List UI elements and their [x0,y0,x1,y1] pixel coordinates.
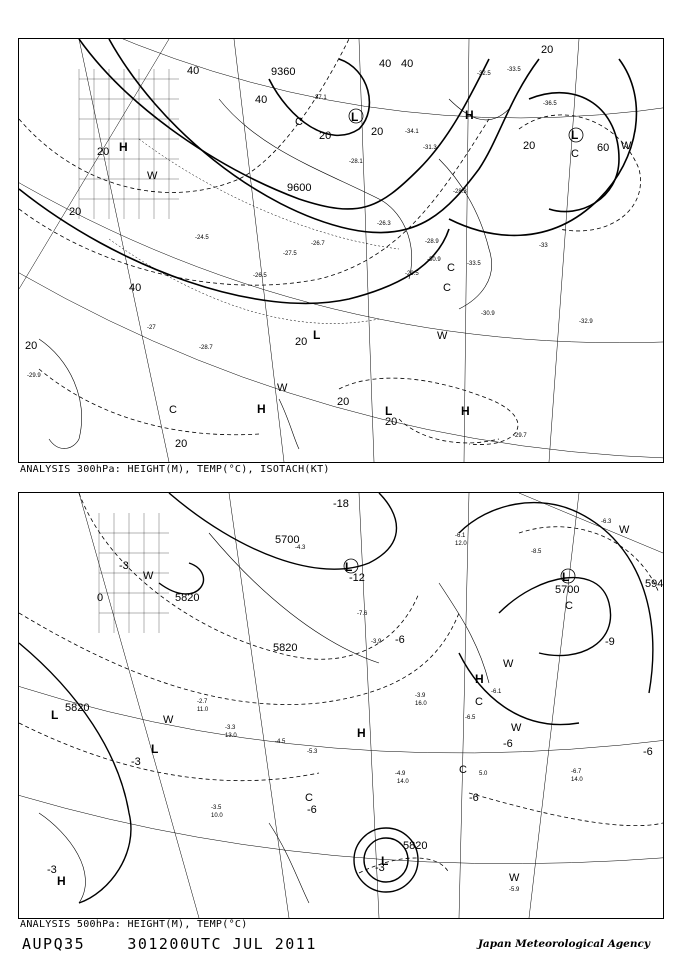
svg-text:-3.9: -3.9 [371,639,382,645]
low-center: L [351,110,359,124]
svg-text:-3.5: -3.5 [211,805,222,811]
isotherm-label: -9 [605,636,615,648]
low-center: L [345,560,353,574]
isotherm-label: -6 [643,746,653,758]
warm-center: W [437,330,448,342]
svg-text:-26.5: -26.5 [253,273,267,279]
isotachs [19,39,641,445]
isotherm-label: -6 [395,634,405,646]
svg-text:-7.6: -7.6 [357,611,368,617]
svg-text:-28.9: -28.9 [425,239,439,245]
svg-text:-36.5: -36.5 [543,101,557,107]
high-center: H [461,404,470,418]
svg-text:14.0: 14.0 [397,779,409,785]
agency-name: Japan Meteorological Agency [477,938,650,950]
warm-center: W [509,872,520,884]
svg-text:-6.7: -6.7 [571,769,582,775]
low-center: L [571,128,579,142]
isotach-label: 20 [523,140,536,152]
svg-text:-24.5: -24.5 [195,235,209,241]
isotach-label: 40 [401,58,414,70]
cold-center: C [475,696,483,708]
svg-text:-26.3: -26.3 [377,221,391,227]
isotherm-label: -18 [333,498,349,510]
lower-chart-500hpa [18,492,664,919]
svg-text:12.0: 12.0 [455,541,467,547]
svg-text:-4.9: -4.9 [395,771,406,777]
warm-center: W [147,170,158,182]
low-center: L [313,328,321,342]
warm-center: W [143,570,154,582]
high-center: H [119,140,128,154]
height-label-5820: 5820 [65,702,90,714]
hatch-area [99,513,169,633]
svg-text:-32.9: -32.9 [579,319,593,325]
isotach-label: 40 [255,94,268,106]
high-center: H [57,874,66,888]
isotherms [109,139,399,324]
svg-text:-28.7: -28.7 [199,345,213,351]
low-center: L [381,854,389,868]
svg-text:-3.3: -3.3 [225,725,236,731]
svg-text:16.0: 16.0 [415,701,427,707]
cold-center: C [565,600,573,612]
cold-center: C [295,116,303,128]
isotherm-label: -3 [47,864,57,876]
svg-text:-28.3: -28.3 [453,189,467,195]
lower-chart-caption: ANALYSIS 500hPa: HEIGHT(M), TEMP(°C) [20,919,248,930]
svg-text:-2.7: -2.7 [197,699,208,705]
isotherms [19,493,663,873]
chart-code: AUPQ35 [22,935,86,953]
svg-text:-27.5: -27.5 [283,251,297,257]
cold-center: C [571,148,579,160]
svg-text:-29.5: -29.5 [405,271,419,277]
height-label-594: 594 [645,578,663,590]
height-label-5700: 5700 [275,534,300,546]
height-label-5700: 5700 [555,584,580,596]
svg-text:13.0: 13.0 [225,733,237,739]
isotach-label: 20 [371,126,384,138]
height-label-9360: 9360 [271,66,296,78]
svg-text:-6.1: -6.1 [455,533,466,539]
upper-chart-caption: ANALYSIS 300hPa: HEIGHT(M), TEMP(°C), ISOTACH(KT) [20,464,330,475]
svg-text:-3.9: -3.9 [415,693,426,699]
high-center: H [357,726,366,740]
svg-text:-34.1: -34.1 [405,129,419,135]
svg-text:-8.5: -8.5 [531,549,542,555]
low-center: L [151,742,159,756]
chart-datetime: 301200UTC [127,935,223,953]
low-center: L [51,708,59,722]
height-label-5820: 5820 [403,840,428,852]
svg-text:-4.3: -4.3 [295,545,306,551]
svg-text:10.0: 10.0 [211,813,223,819]
svg-text:-33.5: -33.5 [507,67,521,73]
isotach-label: 20 [97,146,110,158]
temperature-readings [27,67,593,439]
isotach-label: 20 [337,396,350,408]
low-center: L [562,570,570,584]
isotach-label: 20 [385,416,398,428]
svg-text:5.0: 5.0 [479,771,488,777]
chart-month-year: JUL 2011 [232,935,317,953]
isotherm-label: -6 [307,804,317,816]
svg-text:-4.5: -4.5 [275,739,286,745]
isotach-label: 40 [129,282,142,294]
isotherm-label: 0 [97,592,104,604]
warm-center: W [503,658,514,670]
svg-text:-6.5: -6.5 [465,715,476,721]
svg-text:-33.5: -33.5 [467,261,481,267]
graticule [19,493,663,918]
isotach-label: 40 [379,58,392,70]
isotach-label: 40 [187,65,200,77]
svg-text:-30.9: -30.9 [481,311,495,317]
svg-text:-28.1: -28.1 [349,159,363,165]
upper-chart-300hpa [18,38,664,463]
isotherm-label: -6 [503,738,513,750]
low-center: L [385,404,393,418]
isotach-label: 20 [25,340,38,352]
isotach-label: 20 [541,44,554,56]
warm-center: W [511,722,522,734]
isotherm-label: -12 [349,572,365,584]
height-label-5820: 5820 [273,642,298,654]
svg-text:11.0: 11.0 [197,707,209,713]
high-center: H [465,108,474,122]
isotherm-label: -3 [119,560,129,572]
svg-text:-32.5: -32.5 [477,71,491,77]
high-center: H [257,402,266,416]
cold-center: C [443,282,451,294]
cold-center: C [447,262,455,274]
cold-center: C [459,764,467,776]
isotherm-label: -3 [375,862,385,874]
cold-center: C [169,404,177,416]
warm-center: W [163,714,174,726]
svg-text:-26.7: -26.7 [311,241,325,247]
svg-text:-30.9: -30.9 [427,257,441,263]
svg-text:-5.9: -5.9 [509,887,520,893]
cold-center: C [305,792,313,804]
svg-text:-31.3: -31.3 [423,145,437,151]
svg-text:-6.3: -6.3 [601,519,612,525]
chart-identifier [22,935,317,953]
lower-chart-500hpa-map [19,493,663,918]
svg-text:-5.3: -5.3 [307,749,318,755]
hatch-area [79,69,179,219]
height-label-5820: 5820 [175,592,200,604]
isotach-label: 20 [295,336,308,348]
warm-center: W [277,382,288,394]
svg-text:-27: -27 [147,325,156,331]
warm-center: W [619,524,630,536]
isotherm-label: -3 [131,756,141,768]
svg-text:-29.9: -29.9 [27,373,41,379]
height-label-9600: 9600 [287,182,312,194]
svg-text:14.0: 14.0 [571,777,583,783]
isotherm-label: -6 [469,792,479,804]
isotach-label: 20 [319,130,332,142]
svg-text:-33: -33 [539,243,548,249]
isotach-label: 20 [175,438,188,450]
isotach-label: 20 [69,206,82,218]
upper-chart-300hpa-map [19,39,663,462]
high-center: H [475,672,484,686]
warm-center: W [621,140,632,152]
svg-text:-37.1: -37.1 [313,95,327,101]
svg-text:-29.7: -29.7 [513,433,527,439]
svg-text:-6.1: -6.1 [491,689,502,695]
isotach-label: 60 [597,142,610,154]
